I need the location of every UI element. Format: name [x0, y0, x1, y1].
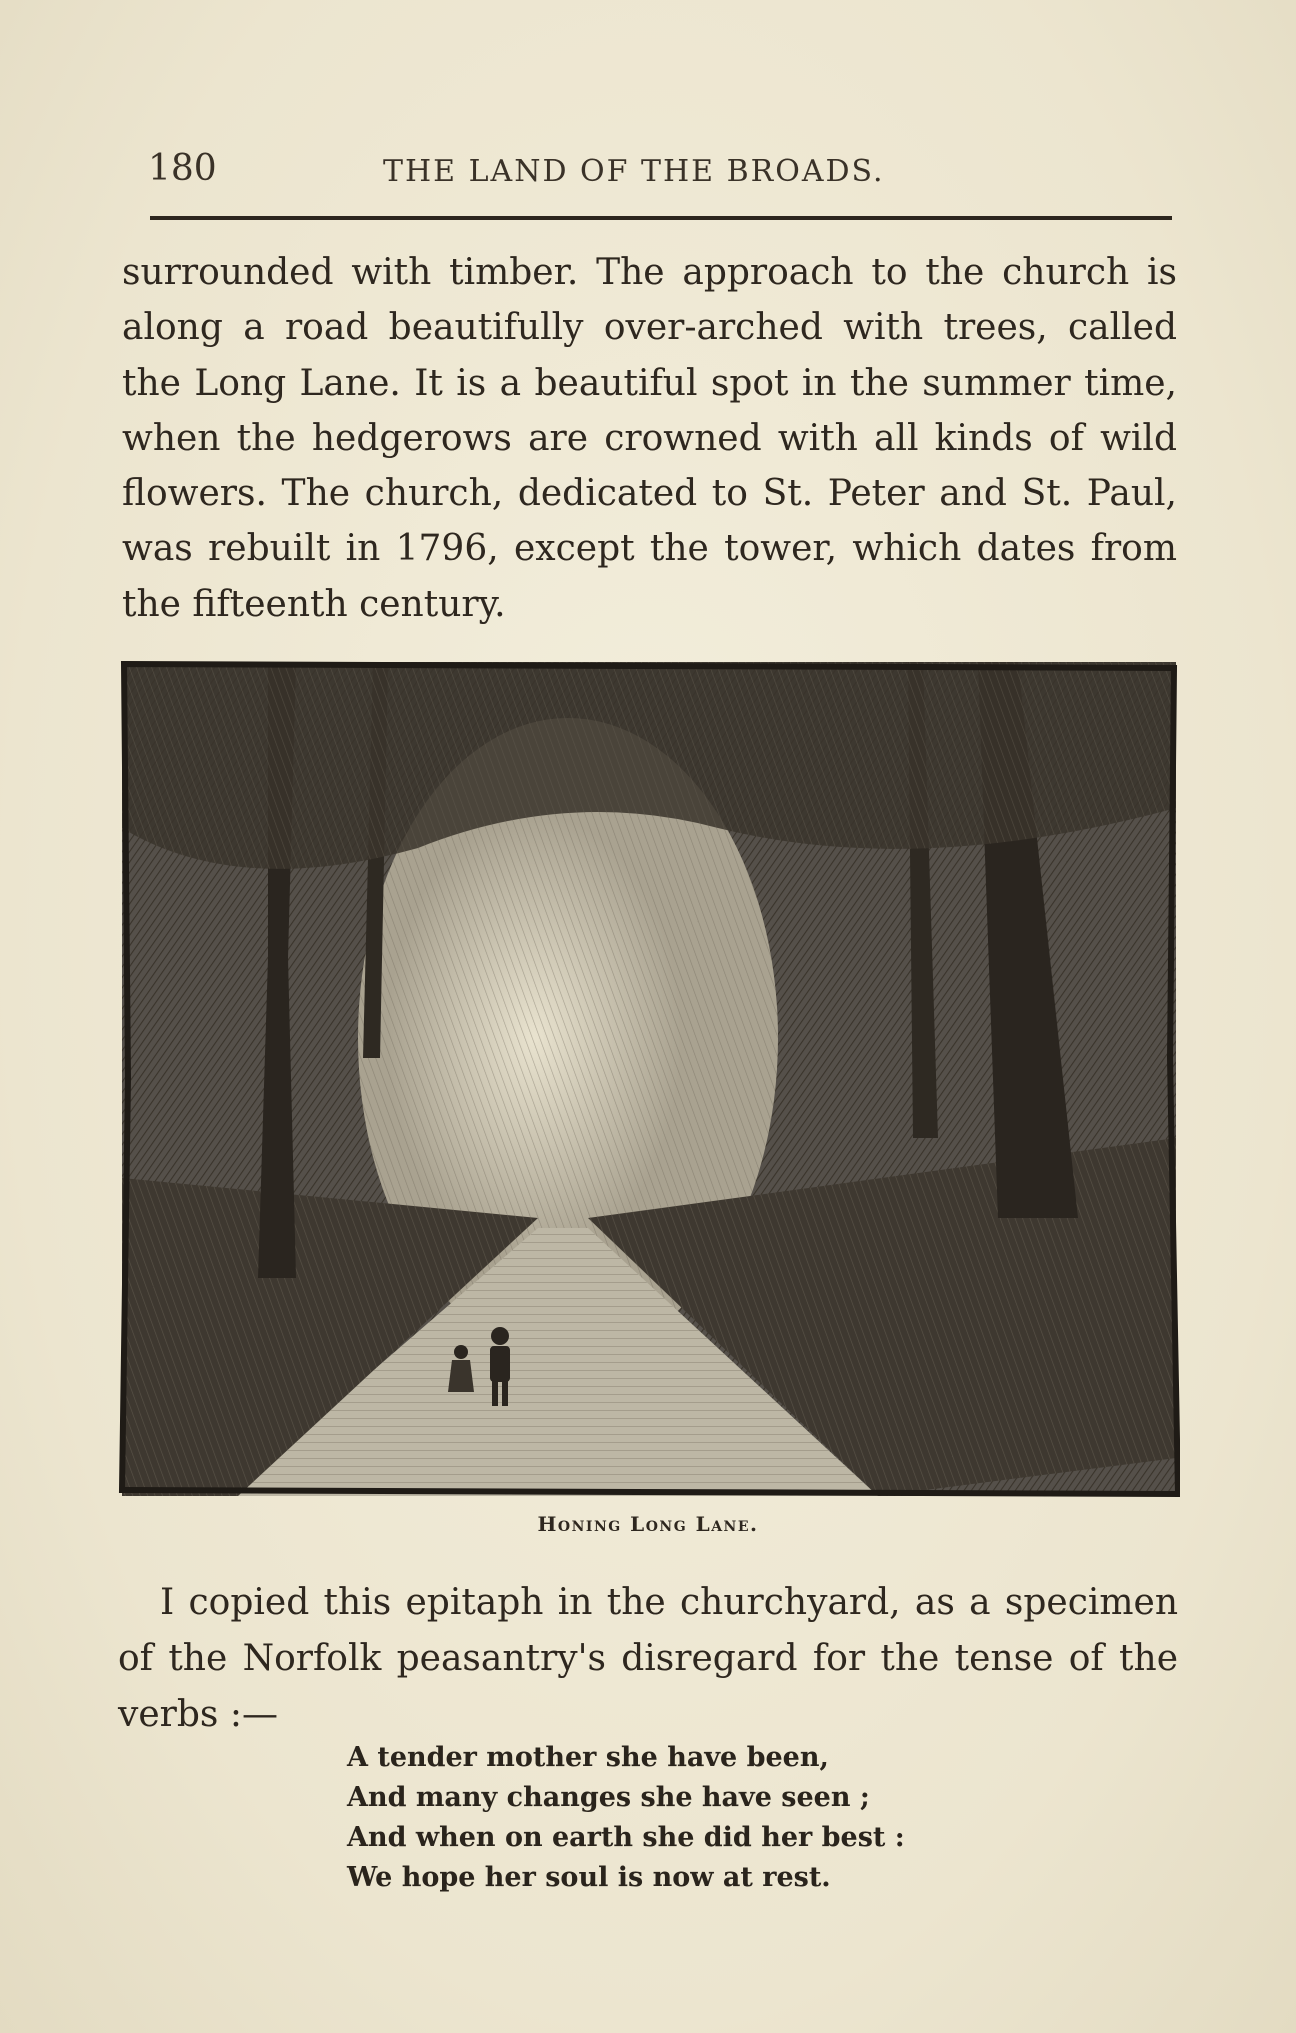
epitaph-poem	[347, 1738, 905, 1898]
page-header	[148, 148, 1178, 198]
poem-line: A tender mother she have been,	[347, 1742, 829, 1773]
engraving-illustration	[118, 658, 1180, 1500]
poem-line: And when on earth she did her best :	[347, 1822, 905, 1853]
running-head: THE LAND OF THE BROADS.	[383, 154, 885, 189]
page-number: 180	[148, 148, 217, 189]
header-rule	[150, 216, 1172, 220]
poem-line: We hope her soul is now at rest.	[347, 1862, 831, 1893]
illustration-caption: Honing Long Lane.	[537, 1512, 759, 1536]
poem-line: And many changes she have seen ;	[347, 1782, 870, 1813]
paragraph-2-block	[118, 1575, 1178, 1743]
paragraph-1: surrounded with timber. The approach to the church is along a road beautifully over-arched with trees, called the Long Lane. It is a beautiful spot in the summer time, when the hedgerows are crowned with all kinds of wild flowers. The church, dedicated to St. Peter and St. Paul, was rebuilt in 1796, except the tower, which dates from the fifteenth century.	[122, 252, 1177, 625]
honing-long-lane-engraving	[118, 658, 1180, 1500]
paragraph-2: I copied this epitaph in the churchyard, as a specimen of the Norfolk peasantry's disregard for the tense of the verbs :—	[118, 1582, 1178, 1735]
